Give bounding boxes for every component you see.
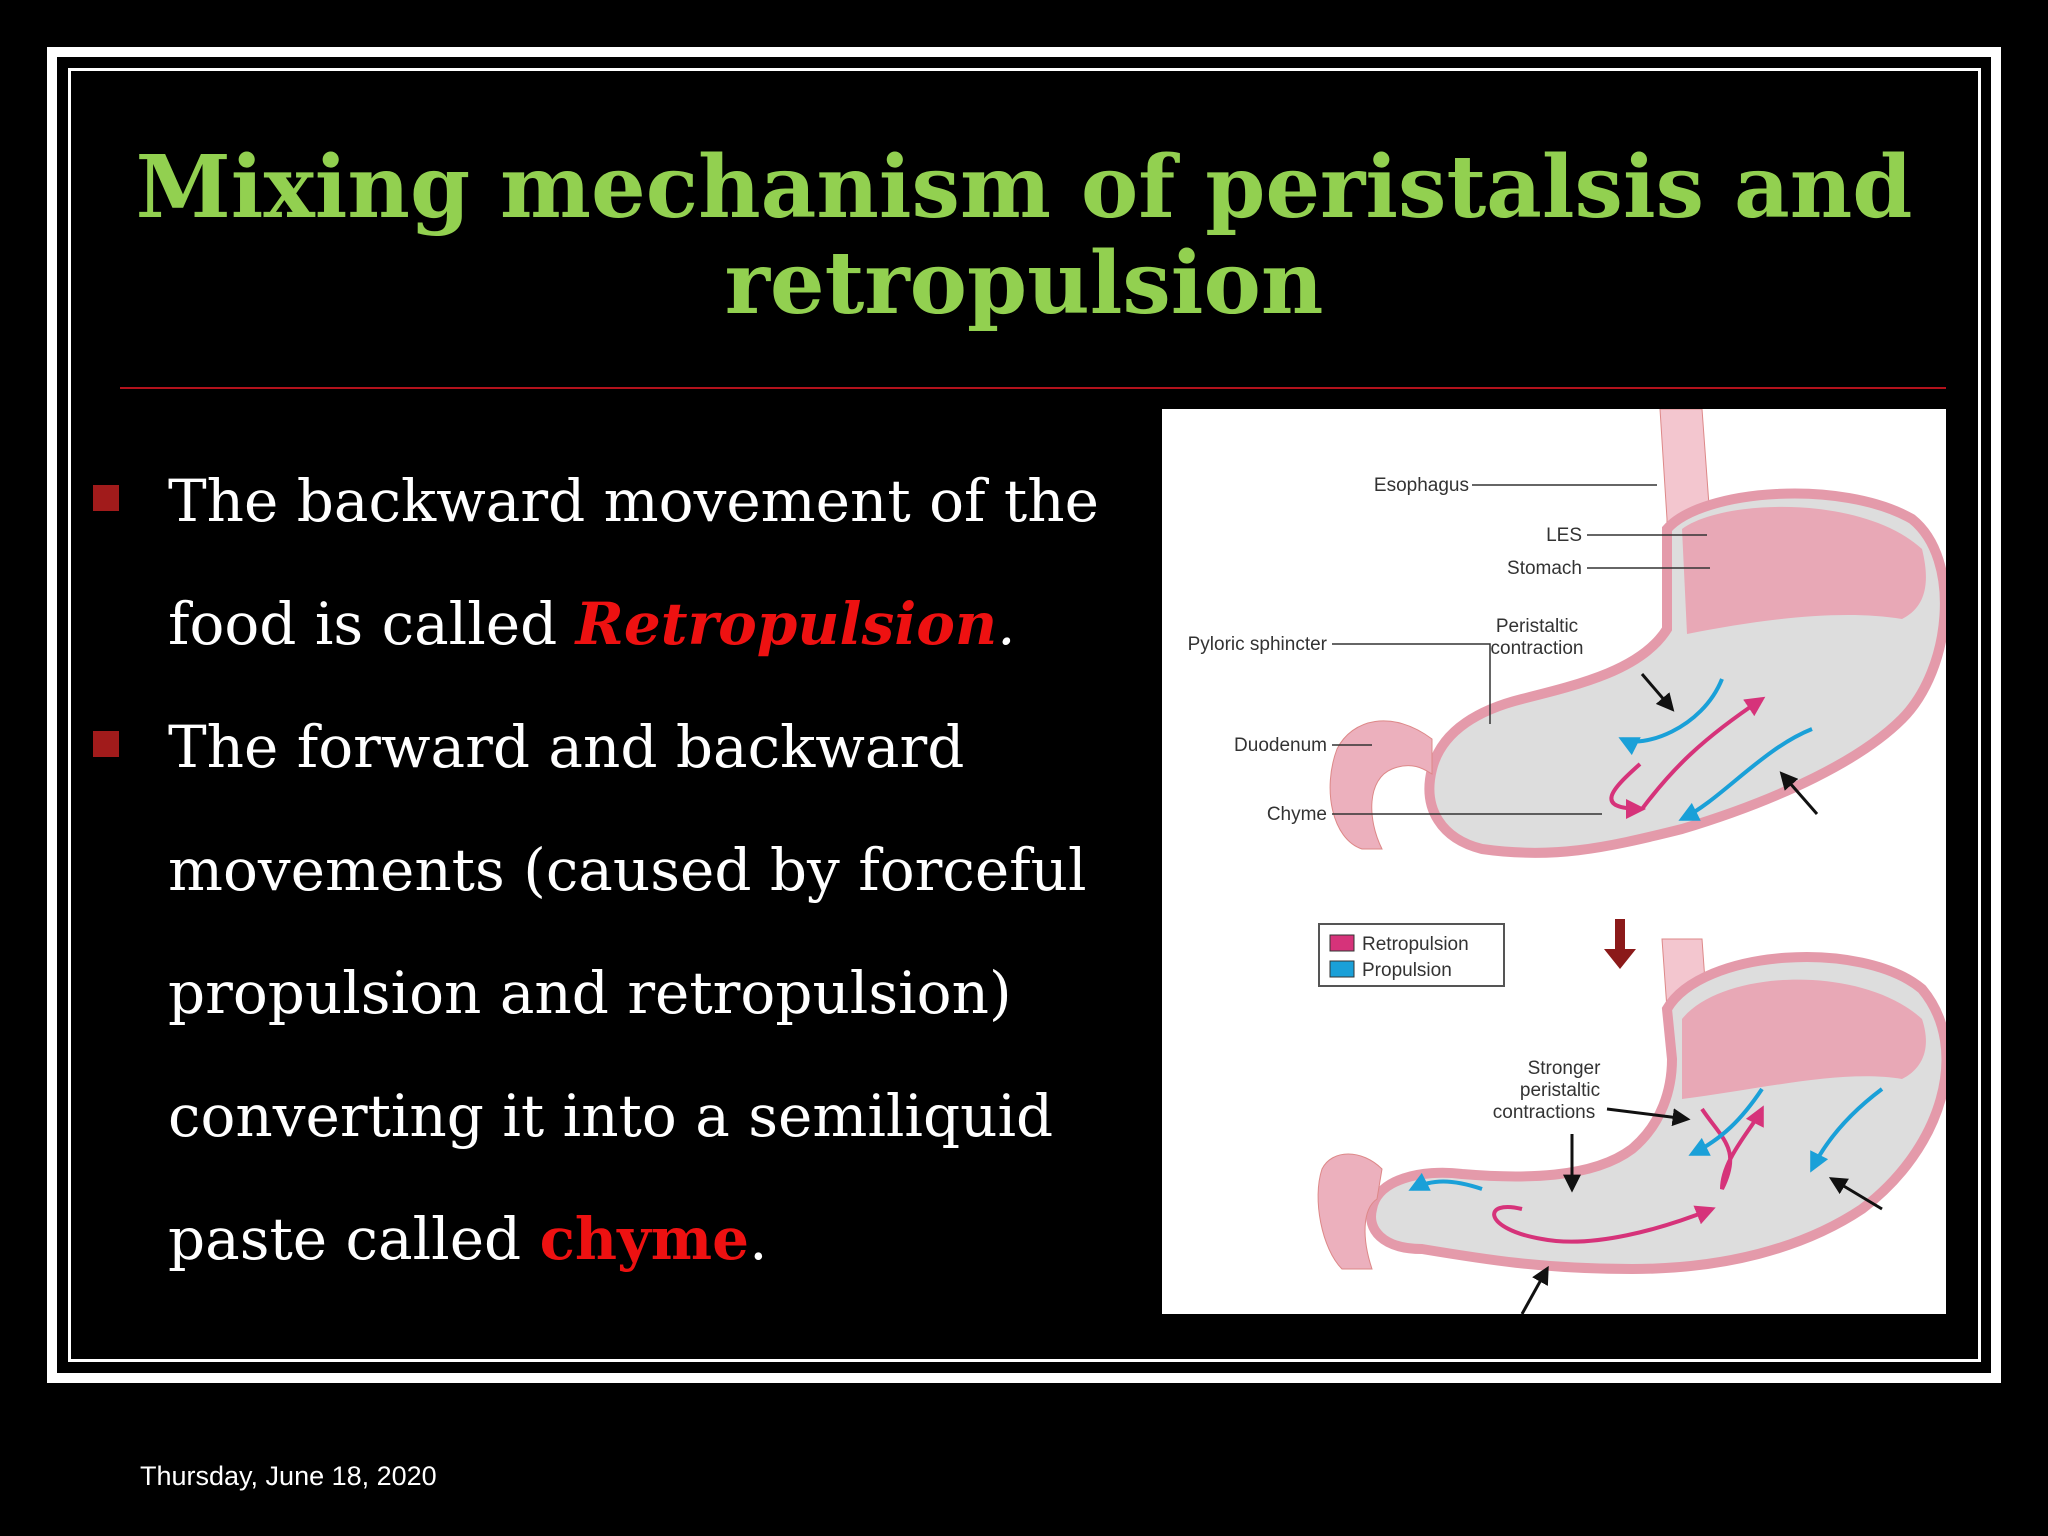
bullet-punct: . [997,590,1016,658]
bullet-punct: . [749,1205,768,1273]
bullet-text: The backward movement of the food is called [168,467,1099,658]
stomach-diagram [1162,409,1946,1314]
bullet-text: The forward and backward movements (caused by forceful propulsion and retropulsion) converting it into a semiliquid paste called [168,713,1087,1273]
slide-title: Mixing mechanism of peristalsis and retropulsion [135,137,1913,334]
duodenum-top [1330,721,1432,849]
bullet-list [90,440,1140,1301]
label-peristaltic-2: contraction [1490,638,1584,659]
legend-label-propulsion: Propulsion [1362,960,1452,981]
label-stronger-3: contractions [1492,1102,1596,1123]
legend-swatch-retropulsion [1330,935,1354,951]
footer-date: Thursday, June 18, 2020 [140,1461,437,1491]
label-les: LES [1546,525,1582,546]
legend-label-retropulsion: Retropulsion [1362,934,1469,955]
label-peristaltic-1: Peristaltic [1495,616,1579,637]
contraction-arrow [1522,1269,1547,1314]
stomach-bottom [1318,939,1946,1314]
label-chyme: Chyme [1266,804,1327,825]
label-stronger-1: Stronger [1527,1058,1601,1079]
highlight-chyme: chyme [539,1205,750,1273]
legend-swatch-propulsion [1330,961,1354,977]
label-esophagus: Esophagus [1373,475,1469,496]
label-pyloric-sphincter: Pyloric sphincter [1187,634,1327,655]
highlight-retropulsion: Retropulsion [575,590,998,658]
label-stronger-2: peristaltic [1519,1080,1601,1101]
transition-arrow-icon [1604,919,1636,969]
bullet-square-icon [93,731,119,757]
bullet-item-retropulsion [90,440,1140,686]
stomach-diagram-svg [1162,409,1946,1314]
label-stomach: Stomach [1507,558,1582,579]
bullet-item-chyme [90,686,1140,1301]
title-divider [120,387,1946,389]
diagram-legend [1319,924,1504,986]
label-duodenum: Duodenum [1234,735,1327,756]
bullet-square-icon [93,485,119,511]
